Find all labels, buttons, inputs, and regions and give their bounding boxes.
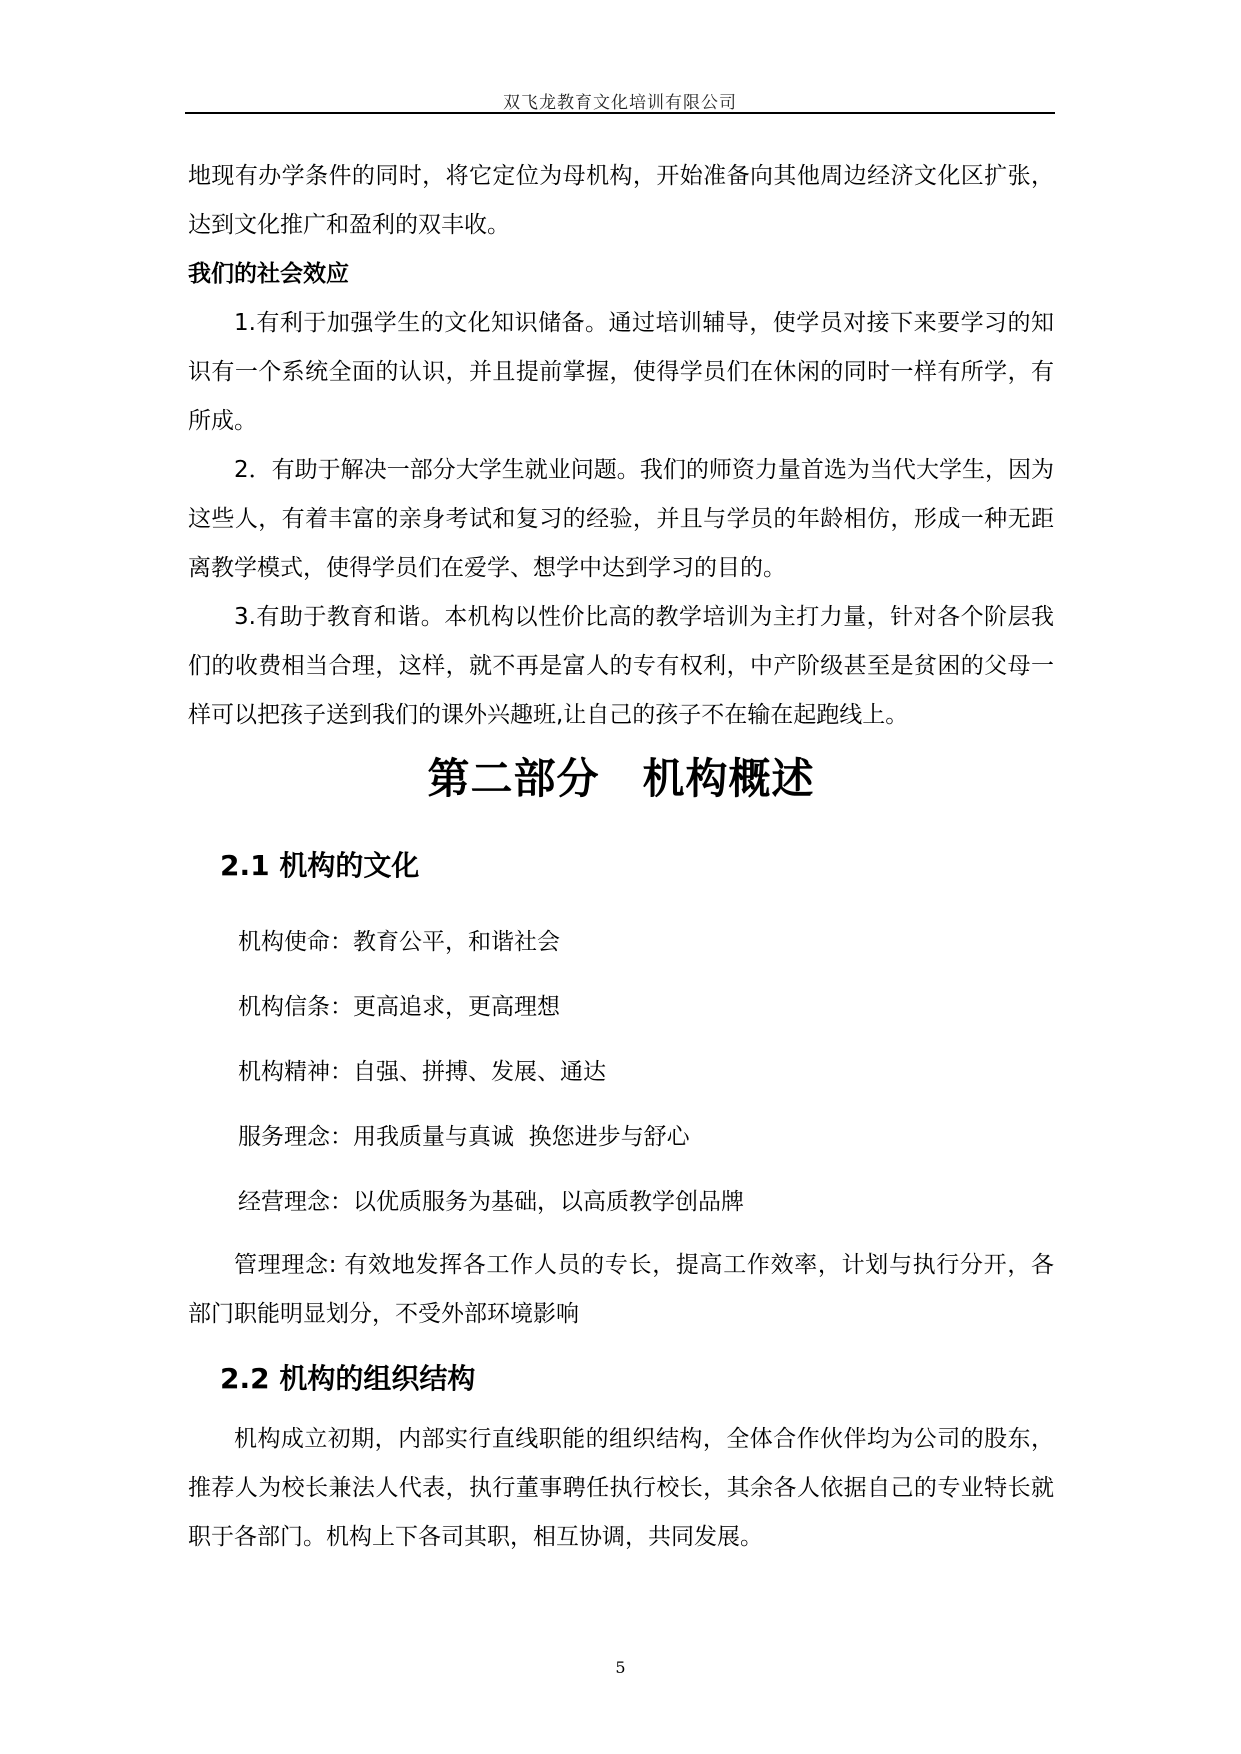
document-body <box>188 152 1054 1562</box>
page-header: 双飞龙教育文化培训有限公司 <box>503 93 737 113</box>
social-effect-item: 1.有利于加强学生的文化知识储备。通过培训辅导，使学员对接下来要学习的知识有一个系统全面的认识，并且提前掌握，使得学员们在休闲的同时一样有所学，有所成。 <box>188 310 1054 434</box>
part-title: 第二部分 机构概述 <box>427 754 815 803</box>
social-effects-heading: 我们的社会效应 <box>188 261 349 287</box>
social-effect-item: 2．有助于解决一部分大学生就业问题。我们的师资力量首选为当代大学生，因为这些人，有着丰富的亲身考试和复习的经验，并且与学员的年龄相仿，形成一种无距离教学模式，使得学员们在爱学、想学中达到学习的目的。 <box>188 457 1054 581</box>
section-heading-structure: 2.2 机构的组织结构 <box>220 1362 476 1395</box>
section-heading-culture: 2.1 机构的文化 <box>220 849 420 882</box>
structure-paragraph: 机构成立初期，内部实行直线职能的组织结构，全体合作伙伴均为公司的股东，推荐人为校长兼法人代表，执行董事聘任执行校长，其余各人依据自己的专业特长就职于各部门。机构上下各司其职，相互协调，共同发展。 <box>188 1426 1054 1550</box>
culture-item: 机构精神：自强、拼搏、发展、通达 <box>238 1059 606 1085</box>
culture-item: 服务理念：用我质量与真诚 换您进步与舒心 <box>238 1124 690 1150</box>
social-effect-item: 3.有助于教育和谐。本机构以性价比高的教学培训为主打力量，针对各个阶层我们的收费相当合理，这样，就不再是富人的专有权利，中产阶级甚至是贫困的父母一样可以把孩子送到我们的课外兴趣班,让自己的孩子不在输在起跑线上。 <box>188 604 1054 728</box>
intro-paragraph: 地现有办学条件的同时，将它定位为母机构，开始准备向其他周边经济文化区扩张，达到文化推广和盈利的双丰收。 <box>188 163 1054 238</box>
culture-item: 机构使命：教育公平，和谐社会 <box>238 929 560 955</box>
culture-item: 经营理念：以优质服务为基础，以高质教学创品牌 <box>238 1189 744 1215</box>
culture-item: 机构信条：更高追求，更高理想 <box>238 994 560 1020</box>
management-philosophy: 管理理念: 有效地发挥各工作人员的专长，提高工作效率，计划与执行分开，各部门职能明显划分，不受外部环境影响 <box>188 1252 1054 1327</box>
header-divider <box>185 112 1055 114</box>
page-number: 5 <box>615 1658 626 1677</box>
